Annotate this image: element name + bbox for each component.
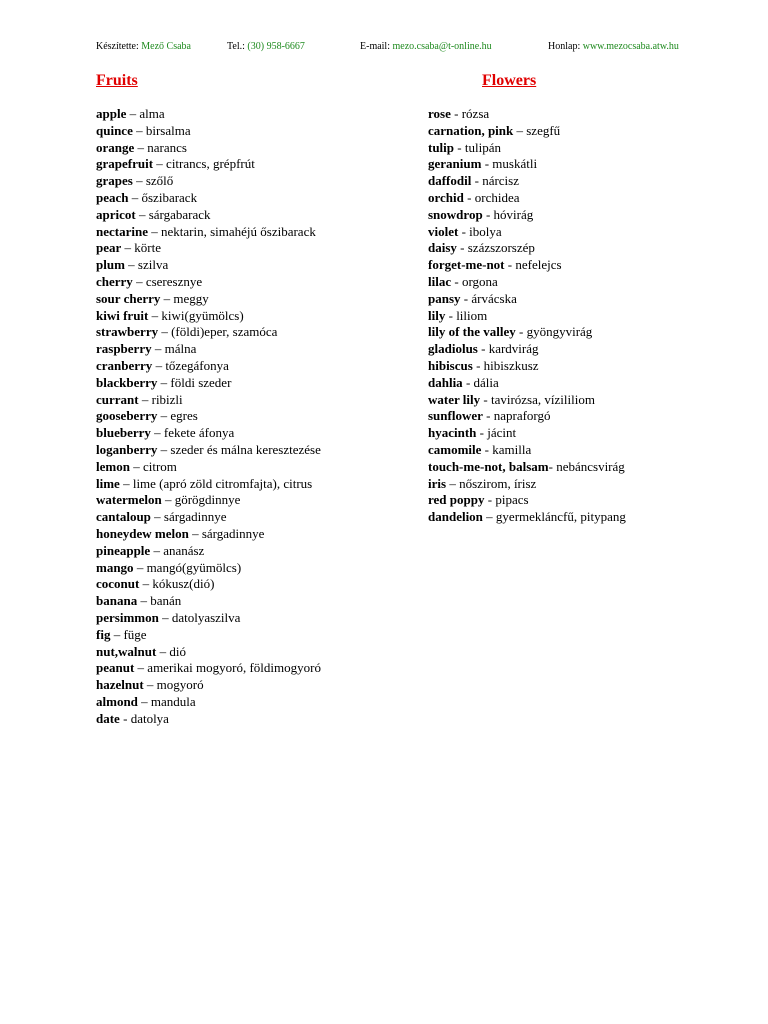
separator: - bbox=[482, 408, 494, 424]
separator: – bbox=[129, 458, 143, 474]
fruit-hungarian-term: sárgadinnye bbox=[201, 525, 265, 541]
flower-english-term: violet bbox=[428, 223, 459, 239]
fruit-hungarian-term: ananász bbox=[163, 542, 205, 558]
fruit-entry bbox=[96, 324, 321, 341]
fruit-english-term: coconut bbox=[96, 576, 140, 592]
page-header bbox=[96, 39, 736, 55]
flower-english-term: gladiolus bbox=[428, 341, 478, 357]
flower-hungarian-term: dália bbox=[473, 374, 499, 390]
fruit-entry bbox=[96, 459, 321, 476]
flower-entry bbox=[428, 257, 626, 274]
email-label: E-mail: bbox=[360, 41, 390, 52]
fruit-entry bbox=[96, 677, 321, 694]
flower-english-term: dandelion bbox=[428, 509, 483, 525]
fruit-english-term: cherry bbox=[96, 273, 133, 289]
flower-english-term: red poppy bbox=[428, 492, 485, 508]
flowers-title: Flowers bbox=[482, 72, 537, 89]
separator: – bbox=[133, 559, 147, 575]
flower-hungarian-term: hóvirág bbox=[493, 206, 534, 222]
fruit-entry bbox=[96, 509, 321, 526]
separator: – bbox=[134, 660, 148, 676]
flower-entry bbox=[428, 476, 626, 493]
fruit-hungarian-term: mogyoró bbox=[156, 677, 204, 693]
flower-english-term: hyacinth bbox=[428, 425, 477, 441]
fruit-entry bbox=[96, 543, 321, 560]
flower-english-term: rose bbox=[428, 106, 451, 121]
flower-english-term: daffodil bbox=[428, 173, 472, 189]
fruit-english-term: currant bbox=[96, 391, 139, 407]
fruit-english-term: blackberry bbox=[96, 374, 158, 390]
flower-entry bbox=[428, 291, 626, 308]
fruit-entry bbox=[96, 627, 321, 644]
flower-entry bbox=[428, 207, 626, 224]
flower-entry bbox=[428, 392, 626, 409]
flower-english-term: carnation, pink bbox=[428, 122, 514, 138]
fruit-entry bbox=[96, 224, 321, 241]
fruit-english-term: peanut bbox=[96, 660, 135, 676]
flower-english-term: dahlia bbox=[428, 374, 463, 390]
separator: - bbox=[481, 441, 493, 457]
fruit-english-term: cranberry bbox=[96, 357, 153, 373]
fruit-english-term: almond bbox=[96, 693, 138, 709]
fruit-english-term: persimmon bbox=[96, 609, 159, 625]
separator: - bbox=[462, 374, 474, 390]
separator: – bbox=[513, 122, 527, 138]
fruit-hungarian-term: datolyaszilva bbox=[171, 609, 241, 625]
separator: – bbox=[128, 189, 142, 205]
separator: – bbox=[110, 626, 124, 642]
separator: - bbox=[476, 425, 488, 441]
web-label: Honlap: bbox=[548, 41, 581, 52]
separator: – bbox=[132, 273, 146, 289]
fruit-english-term: raspberry bbox=[96, 341, 152, 357]
fruit-english-term: banana bbox=[96, 593, 138, 609]
fruit-entry bbox=[96, 341, 321, 358]
fruit-entry bbox=[96, 476, 321, 493]
flower-entry bbox=[428, 123, 626, 140]
separator: – bbox=[158, 609, 172, 625]
fruit-hungarian-term: kiwi(gyümölcs) bbox=[161, 307, 244, 323]
flower-hungarian-term: jácint bbox=[487, 425, 517, 441]
flower-hungarian-term: pipacs bbox=[495, 492, 529, 508]
fruit-hungarian-term: citrom bbox=[142, 458, 177, 474]
fruit-english-term: pineapple bbox=[96, 542, 151, 558]
fruit-english-term: date bbox=[96, 710, 120, 726]
separator: – bbox=[160, 290, 174, 306]
flower-hungarian-term: rózsa bbox=[461, 106, 490, 121]
flower-english-term: iris bbox=[428, 475, 447, 491]
fruit-entry bbox=[96, 358, 321, 375]
separator: - bbox=[481, 156, 493, 172]
separator: – bbox=[147, 223, 161, 239]
fruit-hungarian-term: lime (apró zöld citromfajta), citrus bbox=[132, 475, 313, 491]
fruit-english-term: honeydew melon bbox=[96, 525, 189, 541]
fruit-entry bbox=[96, 190, 321, 207]
separator: – bbox=[157, 408, 171, 424]
separator: – bbox=[482, 509, 496, 525]
fruit-english-term: lemon bbox=[96, 458, 130, 474]
fruit-hungarian-term: sárgadinnye bbox=[163, 509, 227, 525]
fruit-entry bbox=[96, 694, 321, 711]
fruit-entry bbox=[96, 173, 321, 190]
flower-entry bbox=[428, 190, 626, 207]
flower-hungarian-term: napraforgó bbox=[493, 408, 551, 424]
fruit-entry bbox=[96, 660, 321, 677]
separator: - bbox=[454, 139, 465, 155]
flower-entry bbox=[428, 459, 626, 476]
fruit-hungarian-term: (földi)eper, szamóca bbox=[171, 324, 278, 340]
flower-entry bbox=[428, 106, 626, 123]
separator: - bbox=[458, 223, 470, 239]
flower-english-term: forget-me-not bbox=[428, 257, 505, 273]
fruit-english-term: strawberry bbox=[96, 324, 159, 340]
separator: – bbox=[135, 206, 149, 222]
fruit-english-term: grapes bbox=[96, 173, 133, 189]
fruit-hungarian-term: málna bbox=[164, 341, 197, 357]
fruit-entry bbox=[96, 291, 321, 308]
fruit-english-term: mango bbox=[96, 559, 134, 575]
fruit-english-term: quince bbox=[96, 122, 133, 138]
fruit-entry bbox=[96, 492, 321, 509]
fruit-hungarian-term: meggy bbox=[173, 290, 209, 306]
fruit-english-term: gooseberry bbox=[96, 408, 158, 424]
separator: – bbox=[126, 106, 140, 121]
flower-english-term: lilac bbox=[428, 273, 452, 289]
fruits-list bbox=[96, 106, 321, 727]
separator: - bbox=[477, 341, 489, 357]
flower-entry bbox=[428, 425, 626, 442]
phone-info bbox=[227, 39, 305, 55]
flower-entry bbox=[428, 324, 626, 341]
separator: – bbox=[150, 542, 164, 558]
separator: – bbox=[121, 240, 135, 256]
flower-hungarian-term: tulipán bbox=[464, 139, 501, 155]
flower-entry bbox=[428, 492, 626, 509]
flower-english-term: lily bbox=[428, 307, 446, 323]
fruit-hungarian-term: dió bbox=[169, 643, 186, 659]
separator: – bbox=[119, 475, 133, 491]
fruit-hungarian-term: banán bbox=[150, 593, 182, 609]
flower-hungarian-term: ibolya bbox=[469, 223, 502, 239]
separator: – bbox=[188, 525, 202, 541]
author-name: Mező Csaba bbox=[141, 41, 191, 52]
flower-entry bbox=[428, 308, 626, 325]
phone-value: (30) 958-6667 bbox=[247, 41, 305, 52]
separator: – bbox=[134, 139, 148, 155]
fruit-english-term: hazelnut bbox=[96, 677, 144, 693]
flower-english-term: tulip bbox=[428, 139, 455, 155]
fruit-english-term: blueberry bbox=[96, 425, 151, 441]
flower-entry bbox=[428, 173, 626, 190]
flower-english-term: pansy bbox=[428, 290, 461, 306]
fruit-entry bbox=[96, 240, 321, 257]
fruit-entry bbox=[96, 593, 321, 610]
flower-hungarian-term: kamilla bbox=[492, 441, 532, 457]
fruit-english-term: sour cherry bbox=[96, 290, 161, 306]
flower-hungarian-term: nefelejcs bbox=[515, 257, 562, 273]
flower-english-term: sunflower bbox=[428, 408, 483, 424]
fruit-hungarian-term: sárgabarack bbox=[148, 206, 211, 222]
fruit-hungarian-term: cseresznye bbox=[145, 273, 203, 289]
separator: – bbox=[138, 391, 152, 407]
flower-hungarian-term: gyöngyvirág bbox=[526, 324, 593, 340]
web-link[interactable]: www.mezocsaba.atw.hu bbox=[582, 41, 679, 52]
separator: – bbox=[132, 122, 146, 138]
flower-english-term: snowdrop bbox=[428, 206, 483, 222]
flower-entry bbox=[428, 341, 626, 358]
flower-english-term: lily of the valley bbox=[428, 324, 516, 340]
separator: - bbox=[548, 458, 557, 474]
flower-entry bbox=[428, 442, 626, 459]
fruit-hungarian-term: körte bbox=[134, 240, 161, 256]
separator: - bbox=[504, 257, 516, 273]
fruit-english-term: apple bbox=[96, 106, 127, 121]
separator: – bbox=[157, 374, 171, 390]
separator: – bbox=[124, 257, 138, 273]
fruit-hungarian-term: amerikai mogyoró, földimogyoró bbox=[147, 660, 321, 676]
fruit-entry bbox=[96, 392, 321, 409]
separator: – bbox=[139, 576, 153, 592]
separator: - bbox=[472, 357, 484, 373]
author-info bbox=[96, 39, 191, 55]
separator: – bbox=[152, 357, 166, 373]
fruit-hungarian-term: kókusz(dió) bbox=[152, 576, 215, 592]
flower-english-term: water lily bbox=[428, 391, 481, 407]
flower-entry bbox=[428, 274, 626, 291]
fruit-english-term: plum bbox=[96, 257, 125, 273]
flower-hungarian-term: nőszirom, írisz bbox=[459, 475, 537, 491]
fruit-entry bbox=[96, 207, 321, 224]
fruit-english-term: orange bbox=[96, 139, 135, 155]
fruit-entry bbox=[96, 375, 321, 392]
fruit-hungarian-term: őszibarack bbox=[141, 189, 198, 205]
fruit-entry bbox=[96, 156, 321, 173]
flower-hungarian-term: gyermekláncfű, pitypang bbox=[495, 509, 626, 525]
fruit-entry bbox=[96, 576, 321, 593]
fruit-entry bbox=[96, 257, 321, 274]
fruit-english-term: cantaloup bbox=[96, 509, 151, 525]
fruit-entry bbox=[96, 408, 321, 425]
fruit-hungarian-term: alma bbox=[139, 106, 165, 121]
fruit-entry bbox=[96, 711, 321, 728]
fruit-entry bbox=[96, 442, 321, 459]
flower-hungarian-term: árvácska bbox=[471, 290, 517, 306]
separator: - bbox=[482, 206, 494, 222]
separator: – bbox=[132, 173, 146, 189]
fruit-english-term: watermelon bbox=[96, 492, 162, 508]
flowers-list bbox=[428, 106, 626, 526]
fruit-entry bbox=[96, 560, 321, 577]
fruit-english-term: apricot bbox=[96, 206, 136, 222]
fruit-english-term: peach bbox=[96, 189, 129, 205]
flower-english-term: daisy bbox=[428, 240, 457, 256]
flower-hungarian-term: szegfű bbox=[526, 122, 561, 138]
separator: – bbox=[157, 441, 171, 457]
fruit-hungarian-term: görögdinnye bbox=[174, 492, 241, 508]
separator: – bbox=[158, 324, 172, 340]
flower-hungarian-term: kardvirág bbox=[488, 341, 539, 357]
fruit-hungarian-term: szőlő bbox=[145, 173, 174, 189]
fruit-entry bbox=[96, 425, 321, 442]
web-info bbox=[548, 39, 679, 55]
flower-hungarian-term: tavirózsa, vízililiom bbox=[490, 391, 595, 407]
separator: - bbox=[484, 492, 496, 508]
fruit-english-term: loganberry bbox=[96, 441, 158, 457]
fruit-hungarian-term: ribizli bbox=[151, 391, 183, 407]
fruit-hungarian-term: földi szeder bbox=[170, 374, 232, 390]
separator: - bbox=[515, 324, 527, 340]
flower-hungarian-term: nárcisz bbox=[482, 173, 519, 189]
fruit-hungarian-term: datolya bbox=[130, 710, 169, 726]
fruit-entry bbox=[96, 106, 321, 123]
fruit-entry bbox=[96, 308, 321, 325]
flower-entry bbox=[428, 240, 626, 257]
flower-hungarian-term: hibiszkusz bbox=[483, 357, 539, 373]
fruit-hungarian-term: birsalma bbox=[145, 122, 191, 138]
fruit-hungarian-term: tőzegáfonya bbox=[165, 357, 229, 373]
separator: – bbox=[161, 492, 175, 508]
fruit-hungarian-term: citrancs, grépfrút bbox=[166, 156, 255, 172]
separator: – bbox=[137, 593, 151, 609]
separator: – bbox=[148, 307, 162, 323]
separator: - bbox=[471, 173, 483, 189]
separator: - bbox=[460, 290, 472, 306]
phone-label: Tel.: bbox=[227, 41, 245, 52]
separator: – bbox=[156, 643, 170, 659]
fruit-entry bbox=[96, 274, 321, 291]
flower-entry bbox=[428, 156, 626, 173]
fruit-hungarian-term: szeder és málna keresztezése bbox=[170, 441, 321, 457]
separator: - bbox=[480, 391, 491, 407]
separator: - bbox=[119, 710, 131, 726]
fruit-entry bbox=[96, 140, 321, 157]
fruit-hungarian-term: nektarin, simahéjú őszibarack bbox=[160, 223, 316, 239]
separator: – bbox=[150, 425, 164, 441]
fruit-hungarian-term: mangó(gyümölcs) bbox=[146, 559, 242, 575]
flower-entry bbox=[428, 140, 626, 157]
fruit-english-term: nectarine bbox=[96, 223, 148, 239]
fruit-english-term: grapefruit bbox=[96, 156, 154, 172]
separator: – bbox=[151, 341, 165, 357]
flower-english-term: orchid bbox=[428, 189, 464, 205]
fruit-entry bbox=[96, 123, 321, 140]
flower-hungarian-term: százszorszép bbox=[467, 240, 535, 256]
fruit-english-term: pear bbox=[96, 240, 122, 256]
separator: – bbox=[150, 509, 164, 525]
fruits-title: Fruits bbox=[96, 72, 138, 89]
flower-english-term: touch-me-not, balsam bbox=[428, 458, 549, 474]
email-link[interactable]: mezo.csaba@t-online.hu bbox=[392, 41, 492, 52]
flower-hungarian-term: liliom bbox=[456, 307, 488, 323]
flower-hungarian-term: nebáncsvirág bbox=[556, 458, 625, 474]
separator: – bbox=[143, 677, 157, 693]
fruit-hungarian-term: egres bbox=[170, 408, 198, 424]
separator: – bbox=[137, 693, 151, 709]
fruit-hungarian-term: füge bbox=[123, 626, 147, 642]
flower-hungarian-term: muskátli bbox=[492, 156, 538, 172]
separator: - bbox=[451, 273, 462, 289]
flower-english-term: hibiscus bbox=[428, 357, 473, 373]
fruit-hungarian-term: fekete áfonya bbox=[163, 425, 235, 441]
fruit-entry bbox=[96, 526, 321, 543]
separator: - bbox=[445, 307, 457, 323]
flower-entry bbox=[428, 509, 626, 526]
flower-entry bbox=[428, 358, 626, 375]
flower-hungarian-term: orgona bbox=[461, 273, 498, 289]
separator: - bbox=[456, 240, 468, 256]
flower-entry bbox=[428, 224, 626, 241]
separator: – bbox=[446, 475, 460, 491]
flower-entry bbox=[428, 375, 626, 392]
fruit-english-term: fig bbox=[96, 626, 111, 642]
fruit-entry bbox=[96, 644, 321, 661]
separator: – bbox=[153, 156, 167, 172]
fruit-english-term: lime bbox=[96, 475, 120, 491]
flower-english-term: camomile bbox=[428, 441, 482, 457]
fruit-hungarian-term: narancs bbox=[147, 139, 187, 155]
fruit-english-term: nut,walnut bbox=[96, 643, 157, 659]
separator: - bbox=[463, 189, 475, 205]
email-info bbox=[360, 39, 492, 55]
separator: - bbox=[450, 106, 462, 121]
flower-english-term: geranium bbox=[428, 156, 482, 172]
fruit-entry bbox=[96, 610, 321, 627]
fruit-hungarian-term: szilva bbox=[137, 257, 169, 273]
fruit-english-term: kiwi fruit bbox=[96, 307, 149, 323]
fruit-hungarian-term: mandula bbox=[150, 693, 196, 709]
flower-hungarian-term: orchidea bbox=[474, 189, 520, 205]
flower-entry bbox=[428, 408, 626, 425]
author-label: Készítette: bbox=[96, 41, 139, 52]
